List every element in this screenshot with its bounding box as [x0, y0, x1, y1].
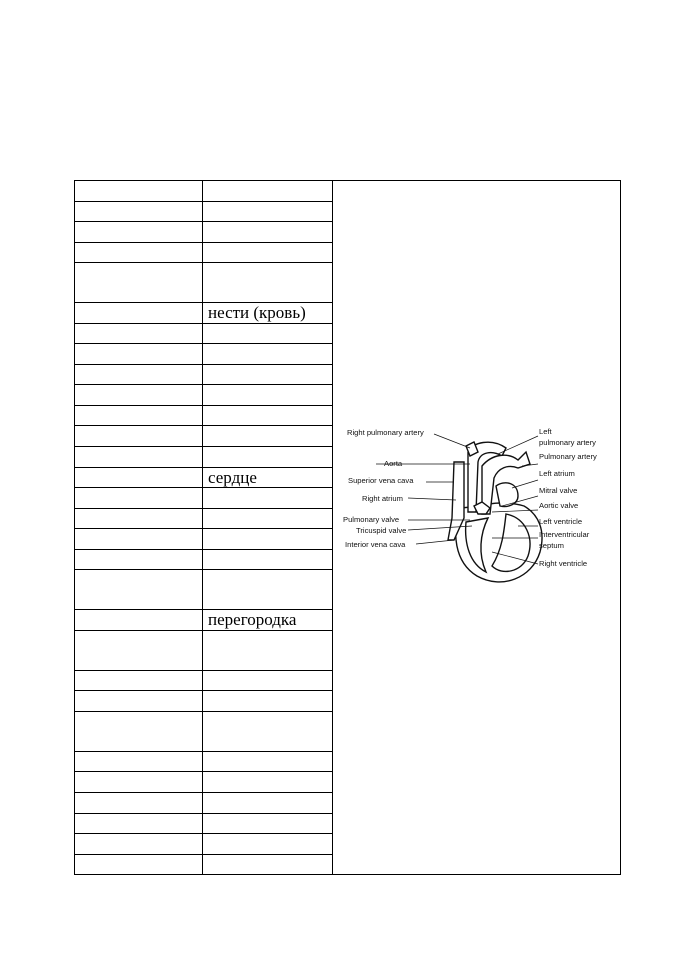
- russian-term-cell: [203, 549, 333, 570]
- label-aorta: Aorta: [384, 459, 403, 468]
- russian-term-cell: [203, 834, 333, 855]
- russian-term-cell: перегородка: [203, 610, 333, 631]
- english-term-cell: [75, 772, 203, 793]
- english-term-cell: [75, 201, 203, 222]
- english-term-cell: [75, 610, 203, 631]
- left-atrium: [496, 483, 518, 507]
- russian-term-cell: [203, 323, 333, 344]
- russian-term-cell: [203, 222, 333, 243]
- russian-term-cell: [203, 854, 333, 875]
- english-term-cell: [75, 344, 203, 365]
- russian-term-cell: [203, 529, 333, 550]
- russian-term-cell: [203, 263, 333, 303]
- russian-term-cell: [203, 242, 333, 263]
- vocab-row: [75, 181, 621, 202]
- russian-term-cell: [203, 344, 333, 365]
- english-term-cell: [75, 549, 203, 570]
- label-pulmonary-artery: Pulmonary artery: [539, 452, 597, 461]
- english-term-cell: [75, 222, 203, 243]
- label-interventricular-septum-line2: septum: [539, 541, 564, 550]
- english-term-cell: [75, 570, 203, 610]
- label-pulmonary-valve: Pulmonary valve: [343, 515, 400, 524]
- english-term-cell: [75, 263, 203, 303]
- english-term-cell: [75, 508, 203, 529]
- english-term-cell: [75, 426, 203, 447]
- label-interior-vena-cava: Interior vena cava: [345, 540, 406, 549]
- english-term-cell: [75, 751, 203, 772]
- label-tricuspid-valve: Tricuspid valve: [356, 526, 407, 535]
- label-interventricular-septum-line1: Interventricular: [539, 530, 590, 539]
- russian-term-cell: [203, 364, 333, 385]
- english-term-cell: [75, 242, 203, 263]
- english-term-cell: [75, 670, 203, 691]
- russian-term-cell: [203, 711, 333, 751]
- russian-term-cell: [203, 426, 333, 447]
- english-term-cell: [75, 691, 203, 712]
- english-term-cell: [75, 529, 203, 550]
- english-term-cell: [75, 385, 203, 406]
- russian-term-cell: [203, 793, 333, 814]
- heart-diagram: [342, 422, 606, 584]
- label-left-pulmonary-artery-line2: pulmonary artery: [539, 438, 596, 447]
- english-term-cell: [75, 364, 203, 385]
- vocabulary-sheet: [74, 180, 621, 875]
- russian-term-cell: [203, 181, 333, 202]
- russian-term-cell: [203, 751, 333, 772]
- english-term-cell: [75, 834, 203, 855]
- label-left-ventricle: Left ventricle: [539, 517, 583, 526]
- russian-term-cell: [203, 488, 333, 509]
- heart-anatomy-figure: [342, 422, 606, 584]
- russian-term-cell: [203, 630, 333, 670]
- russian-term-cell: [203, 447, 333, 468]
- label-superior-vena-cava: Superior vena cava: [348, 476, 414, 485]
- label-mitral-valve: Mitral valve: [539, 486, 578, 495]
- english-term-cell: [75, 405, 203, 426]
- english-term-cell: [75, 303, 203, 324]
- label-left-pulmonary-artery-line1: Left: [539, 427, 552, 436]
- russian-term-cell: [203, 201, 333, 222]
- english-term-cell: [75, 813, 203, 834]
- russian-term-cell: [203, 570, 333, 610]
- english-term-cell: [75, 711, 203, 751]
- russian-term-cell: [203, 405, 333, 426]
- english-term-cell: [75, 630, 203, 670]
- label-right-ventricle: Right ventricle: [539, 559, 588, 568]
- english-term-cell: [75, 793, 203, 814]
- russian-term-cell: нести (кровь): [203, 303, 333, 324]
- russian-term-cell: [203, 813, 333, 834]
- russian-term-cell: [203, 772, 333, 793]
- russian-term-cell: [203, 670, 333, 691]
- russian-term-cell: [203, 385, 333, 406]
- label-aortic-valve: Aortic valve: [539, 501, 579, 510]
- english-term-cell: [75, 181, 203, 202]
- label-right-pulmonary-artery: Right pulmonary artery: [347, 428, 424, 437]
- english-term-cell: [75, 467, 203, 488]
- english-term-cell: [75, 447, 203, 468]
- label-left-atrium: Left atrium: [539, 469, 575, 478]
- english-term-cell: [75, 488, 203, 509]
- russian-term-cell: сердце: [203, 467, 333, 488]
- english-term-cell: [75, 323, 203, 344]
- russian-term-cell: [203, 691, 333, 712]
- russian-term-cell: [203, 508, 333, 529]
- english-term-cell: [75, 854, 203, 875]
- label-right-atrium: Right atrium: [362, 494, 403, 503]
